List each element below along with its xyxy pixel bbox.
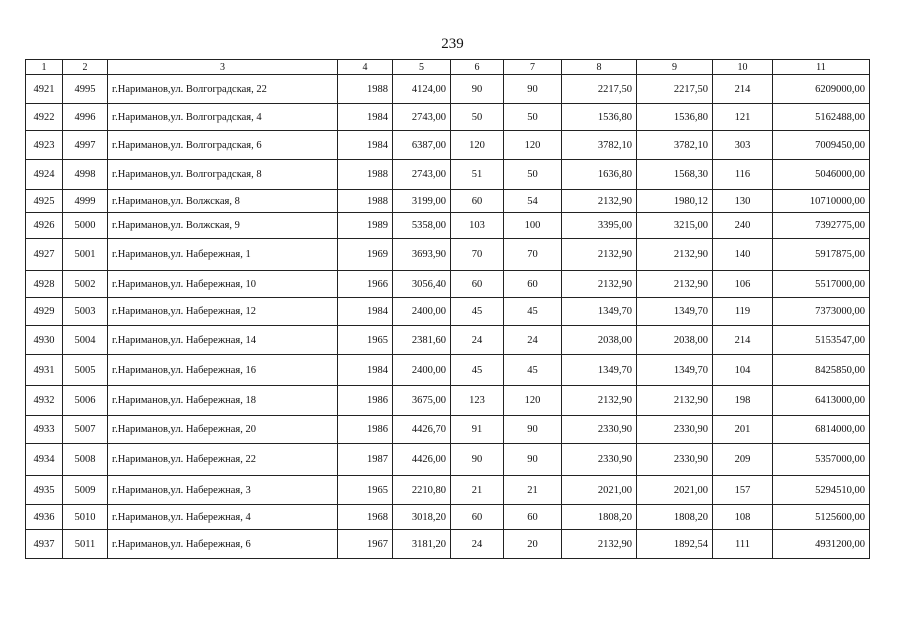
cell-count-b: 54 bbox=[504, 190, 562, 213]
cell-cost: 7392775,00 bbox=[773, 213, 870, 239]
cell-value-a: 2217,50 bbox=[562, 75, 637, 104]
cell-total-area: 5358,00 bbox=[393, 213, 451, 239]
cell-value-b: 2132,90 bbox=[637, 271, 713, 298]
column-header-8: 8 bbox=[562, 60, 637, 75]
cell-count-b: 20 bbox=[504, 530, 562, 559]
column-header-2: 2 bbox=[63, 60, 108, 75]
cell-cost: 6814000,00 bbox=[773, 416, 870, 444]
cell-count-b: 70 bbox=[504, 239, 562, 271]
cell-count-a: 51 bbox=[451, 160, 504, 190]
cell-year-built: 1966 bbox=[338, 271, 393, 298]
cell-address: г.Нариманов,ул. Набережная, 18 bbox=[108, 386, 338, 416]
cell-record-id: 4924 bbox=[26, 160, 63, 190]
cell-cost: 5162488,00 bbox=[773, 104, 870, 131]
cell-count-c: 130 bbox=[713, 190, 773, 213]
cell-object-number: 5011 bbox=[63, 530, 108, 559]
cell-object-number: 5007 bbox=[63, 416, 108, 444]
cell-value-a: 2132,90 bbox=[562, 239, 637, 271]
cell-count-a: 103 bbox=[451, 213, 504, 239]
cell-record-id: 4930 bbox=[26, 326, 63, 355]
table-row bbox=[26, 416, 870, 444]
cell-value-b: 3782,10 bbox=[637, 131, 713, 160]
table-row bbox=[26, 298, 870, 326]
cell-count-b: 24 bbox=[504, 326, 562, 355]
cell-value-a: 3782,10 bbox=[562, 131, 637, 160]
cell-count-a: 90 bbox=[451, 444, 504, 476]
cell-count-a: 24 bbox=[451, 530, 504, 559]
cell-value-a: 2132,90 bbox=[562, 530, 637, 559]
cell-address: г.Нариманов,ул. Волгоградская, 22 bbox=[108, 75, 338, 104]
cell-count-c: 106 bbox=[713, 271, 773, 298]
cell-value-b: 1808,20 bbox=[637, 505, 713, 530]
cell-address: г.Нариманов,ул. Волгоградская, 8 bbox=[108, 160, 338, 190]
table-row bbox=[26, 355, 870, 386]
cell-count-a: 120 bbox=[451, 131, 504, 160]
cell-record-id: 4928 bbox=[26, 271, 63, 298]
cell-record-id: 4921 bbox=[26, 75, 63, 104]
cell-object-number: 5006 bbox=[63, 386, 108, 416]
cell-total-area: 3693,90 bbox=[393, 239, 451, 271]
cell-value-b: 2330,90 bbox=[637, 444, 713, 476]
housing-register-table bbox=[25, 59, 870, 559]
cell-year-built: 1969 bbox=[338, 239, 393, 271]
table-body bbox=[26, 75, 870, 559]
cell-value-b: 1568,30 bbox=[637, 160, 713, 190]
cell-object-number: 5005 bbox=[63, 355, 108, 386]
cell-count-a: 60 bbox=[451, 505, 504, 530]
cell-year-built: 1967 bbox=[338, 530, 393, 559]
cell-year-built: 1965 bbox=[338, 476, 393, 505]
cell-cost: 8425850,00 bbox=[773, 355, 870, 386]
cell-address: г.Нариманов,ул. Набережная, 12 bbox=[108, 298, 338, 326]
cell-count-b: 60 bbox=[504, 505, 562, 530]
cell-address: г.Нариманов,ул. Волгоградская, 4 bbox=[108, 104, 338, 131]
cell-count-a: 45 bbox=[451, 355, 504, 386]
cell-count-a: 70 bbox=[451, 239, 504, 271]
cell-count-a: 45 bbox=[451, 298, 504, 326]
cell-value-a: 2132,90 bbox=[562, 271, 637, 298]
table-row bbox=[26, 239, 870, 271]
cell-year-built: 1984 bbox=[338, 131, 393, 160]
cell-count-c: 108 bbox=[713, 505, 773, 530]
cell-total-area: 2743,00 bbox=[393, 104, 451, 131]
header-row bbox=[26, 60, 870, 75]
cell-total-area: 2210,80 bbox=[393, 476, 451, 505]
cell-value-b: 2132,90 bbox=[637, 386, 713, 416]
cell-total-area: 2743,00 bbox=[393, 160, 451, 190]
cell-count-a: 123 bbox=[451, 386, 504, 416]
cell-value-b: 2038,00 bbox=[637, 326, 713, 355]
column-header-10: 10 bbox=[713, 60, 773, 75]
table-row bbox=[26, 104, 870, 131]
column-header-3: 3 bbox=[108, 60, 338, 75]
cell-record-id: 4933 bbox=[26, 416, 63, 444]
cell-count-c: 240 bbox=[713, 213, 773, 239]
cell-cost: 5153547,00 bbox=[773, 326, 870, 355]
table-row bbox=[26, 326, 870, 355]
cell-cost: 5357000,00 bbox=[773, 444, 870, 476]
column-header-1: 1 bbox=[26, 60, 63, 75]
cell-object-number: 5010 bbox=[63, 505, 108, 530]
cell-count-c: 303 bbox=[713, 131, 773, 160]
column-header-11: 11 bbox=[773, 60, 870, 75]
cell-address: г.Нариманов,ул. Набережная, 4 bbox=[108, 505, 338, 530]
cell-object-number: 4997 bbox=[63, 131, 108, 160]
cell-total-area: 2400,00 bbox=[393, 298, 451, 326]
column-header-9: 9 bbox=[637, 60, 713, 75]
cell-count-b: 90 bbox=[504, 75, 562, 104]
cell-year-built: 1984 bbox=[338, 298, 393, 326]
cell-record-id: 4929 bbox=[26, 298, 63, 326]
cell-total-area: 2400,00 bbox=[393, 355, 451, 386]
column-header-7: 7 bbox=[504, 60, 562, 75]
cell-count-c: 121 bbox=[713, 104, 773, 131]
cell-count-b: 90 bbox=[504, 444, 562, 476]
cell-year-built: 1984 bbox=[338, 104, 393, 131]
cell-record-id: 4937 bbox=[26, 530, 63, 559]
cell-count-b: 90 bbox=[504, 416, 562, 444]
cell-total-area: 4426,70 bbox=[393, 416, 451, 444]
column-header-6: 6 bbox=[451, 60, 504, 75]
table-row bbox=[26, 476, 870, 505]
cell-count-b: 45 bbox=[504, 355, 562, 386]
cell-record-id: 4935 bbox=[26, 476, 63, 505]
cell-value-b: 1892,54 bbox=[637, 530, 713, 559]
cell-record-id: 4922 bbox=[26, 104, 63, 131]
cell-object-number: 5002 bbox=[63, 271, 108, 298]
column-header-4: 4 bbox=[338, 60, 393, 75]
cell-address: г.Нариманов,ул. Набережная, 6 bbox=[108, 530, 338, 559]
cell-count-c: 201 bbox=[713, 416, 773, 444]
cell-object-number: 4999 bbox=[63, 190, 108, 213]
cell-count-a: 21 bbox=[451, 476, 504, 505]
cell-value-b: 1980,12 bbox=[637, 190, 713, 213]
cell-address: г.Нариманов,ул. Набережная, 3 bbox=[108, 476, 338, 505]
table-row bbox=[26, 75, 870, 104]
cell-count-a: 60 bbox=[451, 190, 504, 213]
cell-cost: 6209000,00 bbox=[773, 75, 870, 104]
cell-total-area: 3199,00 bbox=[393, 190, 451, 213]
cell-object-number: 5000 bbox=[63, 213, 108, 239]
cell-total-area: 2381,60 bbox=[393, 326, 451, 355]
cell-year-built: 1989 bbox=[338, 213, 393, 239]
cell-value-a: 1349,70 bbox=[562, 355, 637, 386]
cell-value-b: 3215,00 bbox=[637, 213, 713, 239]
table-row bbox=[26, 160, 870, 190]
table-row bbox=[26, 213, 870, 239]
cell-year-built: 1987 bbox=[338, 444, 393, 476]
cell-object-number: 5009 bbox=[63, 476, 108, 505]
cell-value-a: 2132,90 bbox=[562, 190, 637, 213]
cell-address: г.Нариманов,ул. Волжская, 9 bbox=[108, 213, 338, 239]
cell-total-area: 3056,40 bbox=[393, 271, 451, 298]
cell-count-a: 24 bbox=[451, 326, 504, 355]
cell-cost: 10710000,00 bbox=[773, 190, 870, 213]
cell-year-built: 1984 bbox=[338, 355, 393, 386]
cell-total-area: 3018,20 bbox=[393, 505, 451, 530]
cell-address: г.Нариманов,ул. Набережная, 14 bbox=[108, 326, 338, 355]
cell-cost: 5125600,00 bbox=[773, 505, 870, 530]
cell-count-b: 21 bbox=[504, 476, 562, 505]
cell-value-b: 2021,00 bbox=[637, 476, 713, 505]
cell-record-id: 4926 bbox=[26, 213, 63, 239]
cell-count-c: 104 bbox=[713, 355, 773, 386]
cell-year-built: 1988 bbox=[338, 75, 393, 104]
cell-cost: 5517000,00 bbox=[773, 271, 870, 298]
cell-cost: 7373000,00 bbox=[773, 298, 870, 326]
cell-record-id: 4925 bbox=[26, 190, 63, 213]
cell-object-number: 5004 bbox=[63, 326, 108, 355]
cell-object-number: 4996 bbox=[63, 104, 108, 131]
cell-value-a: 1536,80 bbox=[562, 104, 637, 131]
cell-year-built: 1986 bbox=[338, 386, 393, 416]
cell-object-number: 5001 bbox=[63, 239, 108, 271]
cell-cost: 5917875,00 bbox=[773, 239, 870, 271]
cell-total-area: 6387,00 bbox=[393, 131, 451, 160]
cell-cost: 6413000,00 bbox=[773, 386, 870, 416]
cell-object-number: 5003 bbox=[63, 298, 108, 326]
cell-address: г.Нариманов,ул. Набережная, 1 bbox=[108, 239, 338, 271]
table-row bbox=[26, 444, 870, 476]
cell-object-number: 4995 bbox=[63, 75, 108, 104]
cell-year-built: 1986 bbox=[338, 416, 393, 444]
table-row bbox=[26, 190, 870, 213]
cell-value-a: 2132,90 bbox=[562, 386, 637, 416]
cell-value-a: 1808,20 bbox=[562, 505, 637, 530]
cell-year-built: 1968 bbox=[338, 505, 393, 530]
table-row bbox=[26, 131, 870, 160]
cell-object-number: 5008 bbox=[63, 444, 108, 476]
cell-address: г.Нариманов,ул. Набережная, 16 bbox=[108, 355, 338, 386]
cell-total-area: 4426,00 bbox=[393, 444, 451, 476]
cell-cost: 4931200,00 bbox=[773, 530, 870, 559]
cell-count-c: 214 bbox=[713, 326, 773, 355]
cell-year-built: 1988 bbox=[338, 160, 393, 190]
table-row bbox=[26, 530, 870, 559]
cell-year-built: 1988 bbox=[338, 190, 393, 213]
cell-count-a: 90 bbox=[451, 75, 504, 104]
cell-value-b: 2132,90 bbox=[637, 239, 713, 271]
cell-value-a: 1349,70 bbox=[562, 298, 637, 326]
cell-record-id: 4934 bbox=[26, 444, 63, 476]
cell-record-id: 4923 bbox=[26, 131, 63, 160]
cell-record-id: 4927 bbox=[26, 239, 63, 271]
cell-value-b: 2330,90 bbox=[637, 416, 713, 444]
cell-total-area: 4124,00 bbox=[393, 75, 451, 104]
cell-total-area: 3675,00 bbox=[393, 386, 451, 416]
cell-value-a: 3395,00 bbox=[562, 213, 637, 239]
cell-count-c: 214 bbox=[713, 75, 773, 104]
cell-cost: 7009450,00 bbox=[773, 131, 870, 160]
cell-value-a: 2330,90 bbox=[562, 416, 637, 444]
column-header-5: 5 bbox=[393, 60, 451, 75]
cell-count-c: 157 bbox=[713, 476, 773, 505]
cell-address: г.Нариманов,ул. Волжская, 8 bbox=[108, 190, 338, 213]
cell-count-b: 120 bbox=[504, 386, 562, 416]
cell-count-b: 50 bbox=[504, 160, 562, 190]
cell-count-c: 111 bbox=[713, 530, 773, 559]
cell-value-a: 2330,90 bbox=[562, 444, 637, 476]
table-row bbox=[26, 271, 870, 298]
cell-total-area: 3181,20 bbox=[393, 530, 451, 559]
cell-record-id: 4936 bbox=[26, 505, 63, 530]
cell-value-a: 2021,00 bbox=[562, 476, 637, 505]
cell-count-c: 116 bbox=[713, 160, 773, 190]
cell-count-a: 60 bbox=[451, 271, 504, 298]
cell-address: г.Нариманов,ул. Набережная, 20 bbox=[108, 416, 338, 444]
cell-address: г.Нариманов,ул. Набережная, 22 bbox=[108, 444, 338, 476]
cell-count-b: 50 bbox=[504, 104, 562, 131]
cell-count-b: 100 bbox=[504, 213, 562, 239]
cell-count-c: 140 bbox=[713, 239, 773, 271]
cell-record-id: 4931 bbox=[26, 355, 63, 386]
cell-record-id: 4932 bbox=[26, 386, 63, 416]
cell-count-c: 119 bbox=[713, 298, 773, 326]
cell-value-b: 2217,50 bbox=[637, 75, 713, 104]
cell-count-c: 198 bbox=[713, 386, 773, 416]
cell-count-b: 45 bbox=[504, 298, 562, 326]
page-number: 239 bbox=[441, 36, 464, 52]
cell-count-a: 91 bbox=[451, 416, 504, 444]
cell-object-number: 4998 bbox=[63, 160, 108, 190]
cell-cost: 5294510,00 bbox=[773, 476, 870, 505]
cell-year-built: 1965 bbox=[338, 326, 393, 355]
cell-value-a: 1636,80 bbox=[562, 160, 637, 190]
cell-value-a: 2038,00 bbox=[562, 326, 637, 355]
cell-value-b: 1349,70 bbox=[637, 355, 713, 386]
cell-count-a: 50 bbox=[451, 104, 504, 131]
cell-count-b: 120 bbox=[504, 131, 562, 160]
table-row bbox=[26, 386, 870, 416]
cell-cost: 5046000,00 bbox=[773, 160, 870, 190]
cell-address: г.Нариманов,ул. Волгоградская, 6 bbox=[108, 131, 338, 160]
table-row bbox=[26, 505, 870, 530]
cell-count-c: 209 bbox=[713, 444, 773, 476]
cell-address: г.Нариманов,ул. Набережная, 10 bbox=[108, 271, 338, 298]
cell-value-b: 1349,70 bbox=[637, 298, 713, 326]
cell-count-b: 60 bbox=[504, 271, 562, 298]
cell-value-b: 1536,80 bbox=[637, 104, 713, 131]
